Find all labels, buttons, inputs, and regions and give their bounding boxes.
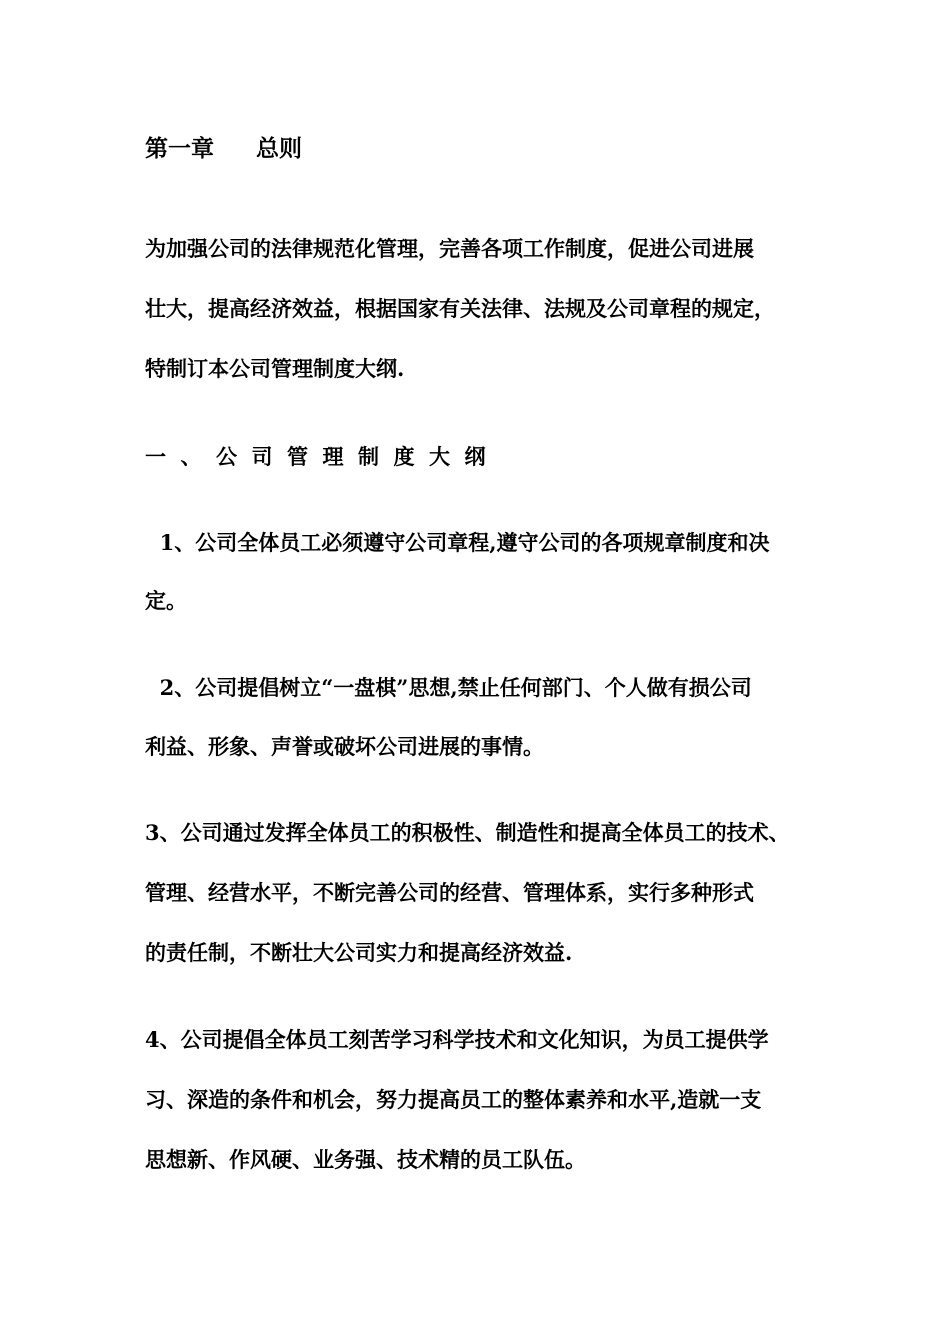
item-line: 的责任制，不断壮大公司实力和提高经济效益. bbox=[145, 940, 573, 965]
item-line: 定。 bbox=[145, 588, 187, 613]
item-line: 4、公司提倡全体员工刻苦学习科学技术和文化知识，为员工提供学 bbox=[145, 1027, 769, 1052]
intro-line: 为加强公司的法律规范化管理，完善各项工作制度，促进公司进展 bbox=[145, 236, 754, 261]
item-line: 1、公司全体员工必须遵守公司章程,遵守公司的各项规章制度和决 bbox=[145, 530, 770, 555]
item-line: 思想新、作风硬、业务强、技术精的员工队伍。 bbox=[145, 1147, 586, 1172]
intro-line: 特制订本公司管理制度大纲. bbox=[145, 356, 405, 381]
item-line: 利益、形象、声誉或破坏公司进展的事情。 bbox=[145, 734, 544, 759]
intro-line: 壮大，提高经济效益，根据国家有关法律、法规及公司章程的规定， bbox=[145, 296, 775, 321]
section-heading: 一、公司管理制度大纲 bbox=[145, 444, 500, 469]
item-line: 管理、经营水平，不断完善公司的经营、管理体系，实行多种形式 bbox=[145, 880, 754, 905]
item-line: 习、深造的条件和机会，努力提高员工的整体素养和水平,造就一支 bbox=[145, 1087, 762, 1112]
item-line: 3、公司通过发挥全体员工的积极性、制造性和提高全体员工的技术、 bbox=[145, 820, 790, 845]
chapter-title: 总则 bbox=[256, 135, 302, 162]
chapter-number: 第一章 bbox=[145, 135, 214, 162]
chapter-heading bbox=[145, 134, 845, 164]
item-line: 2、公司提倡树立“一盘棋”思想,禁止任何部门、个人做有损公司 bbox=[145, 675, 752, 700]
